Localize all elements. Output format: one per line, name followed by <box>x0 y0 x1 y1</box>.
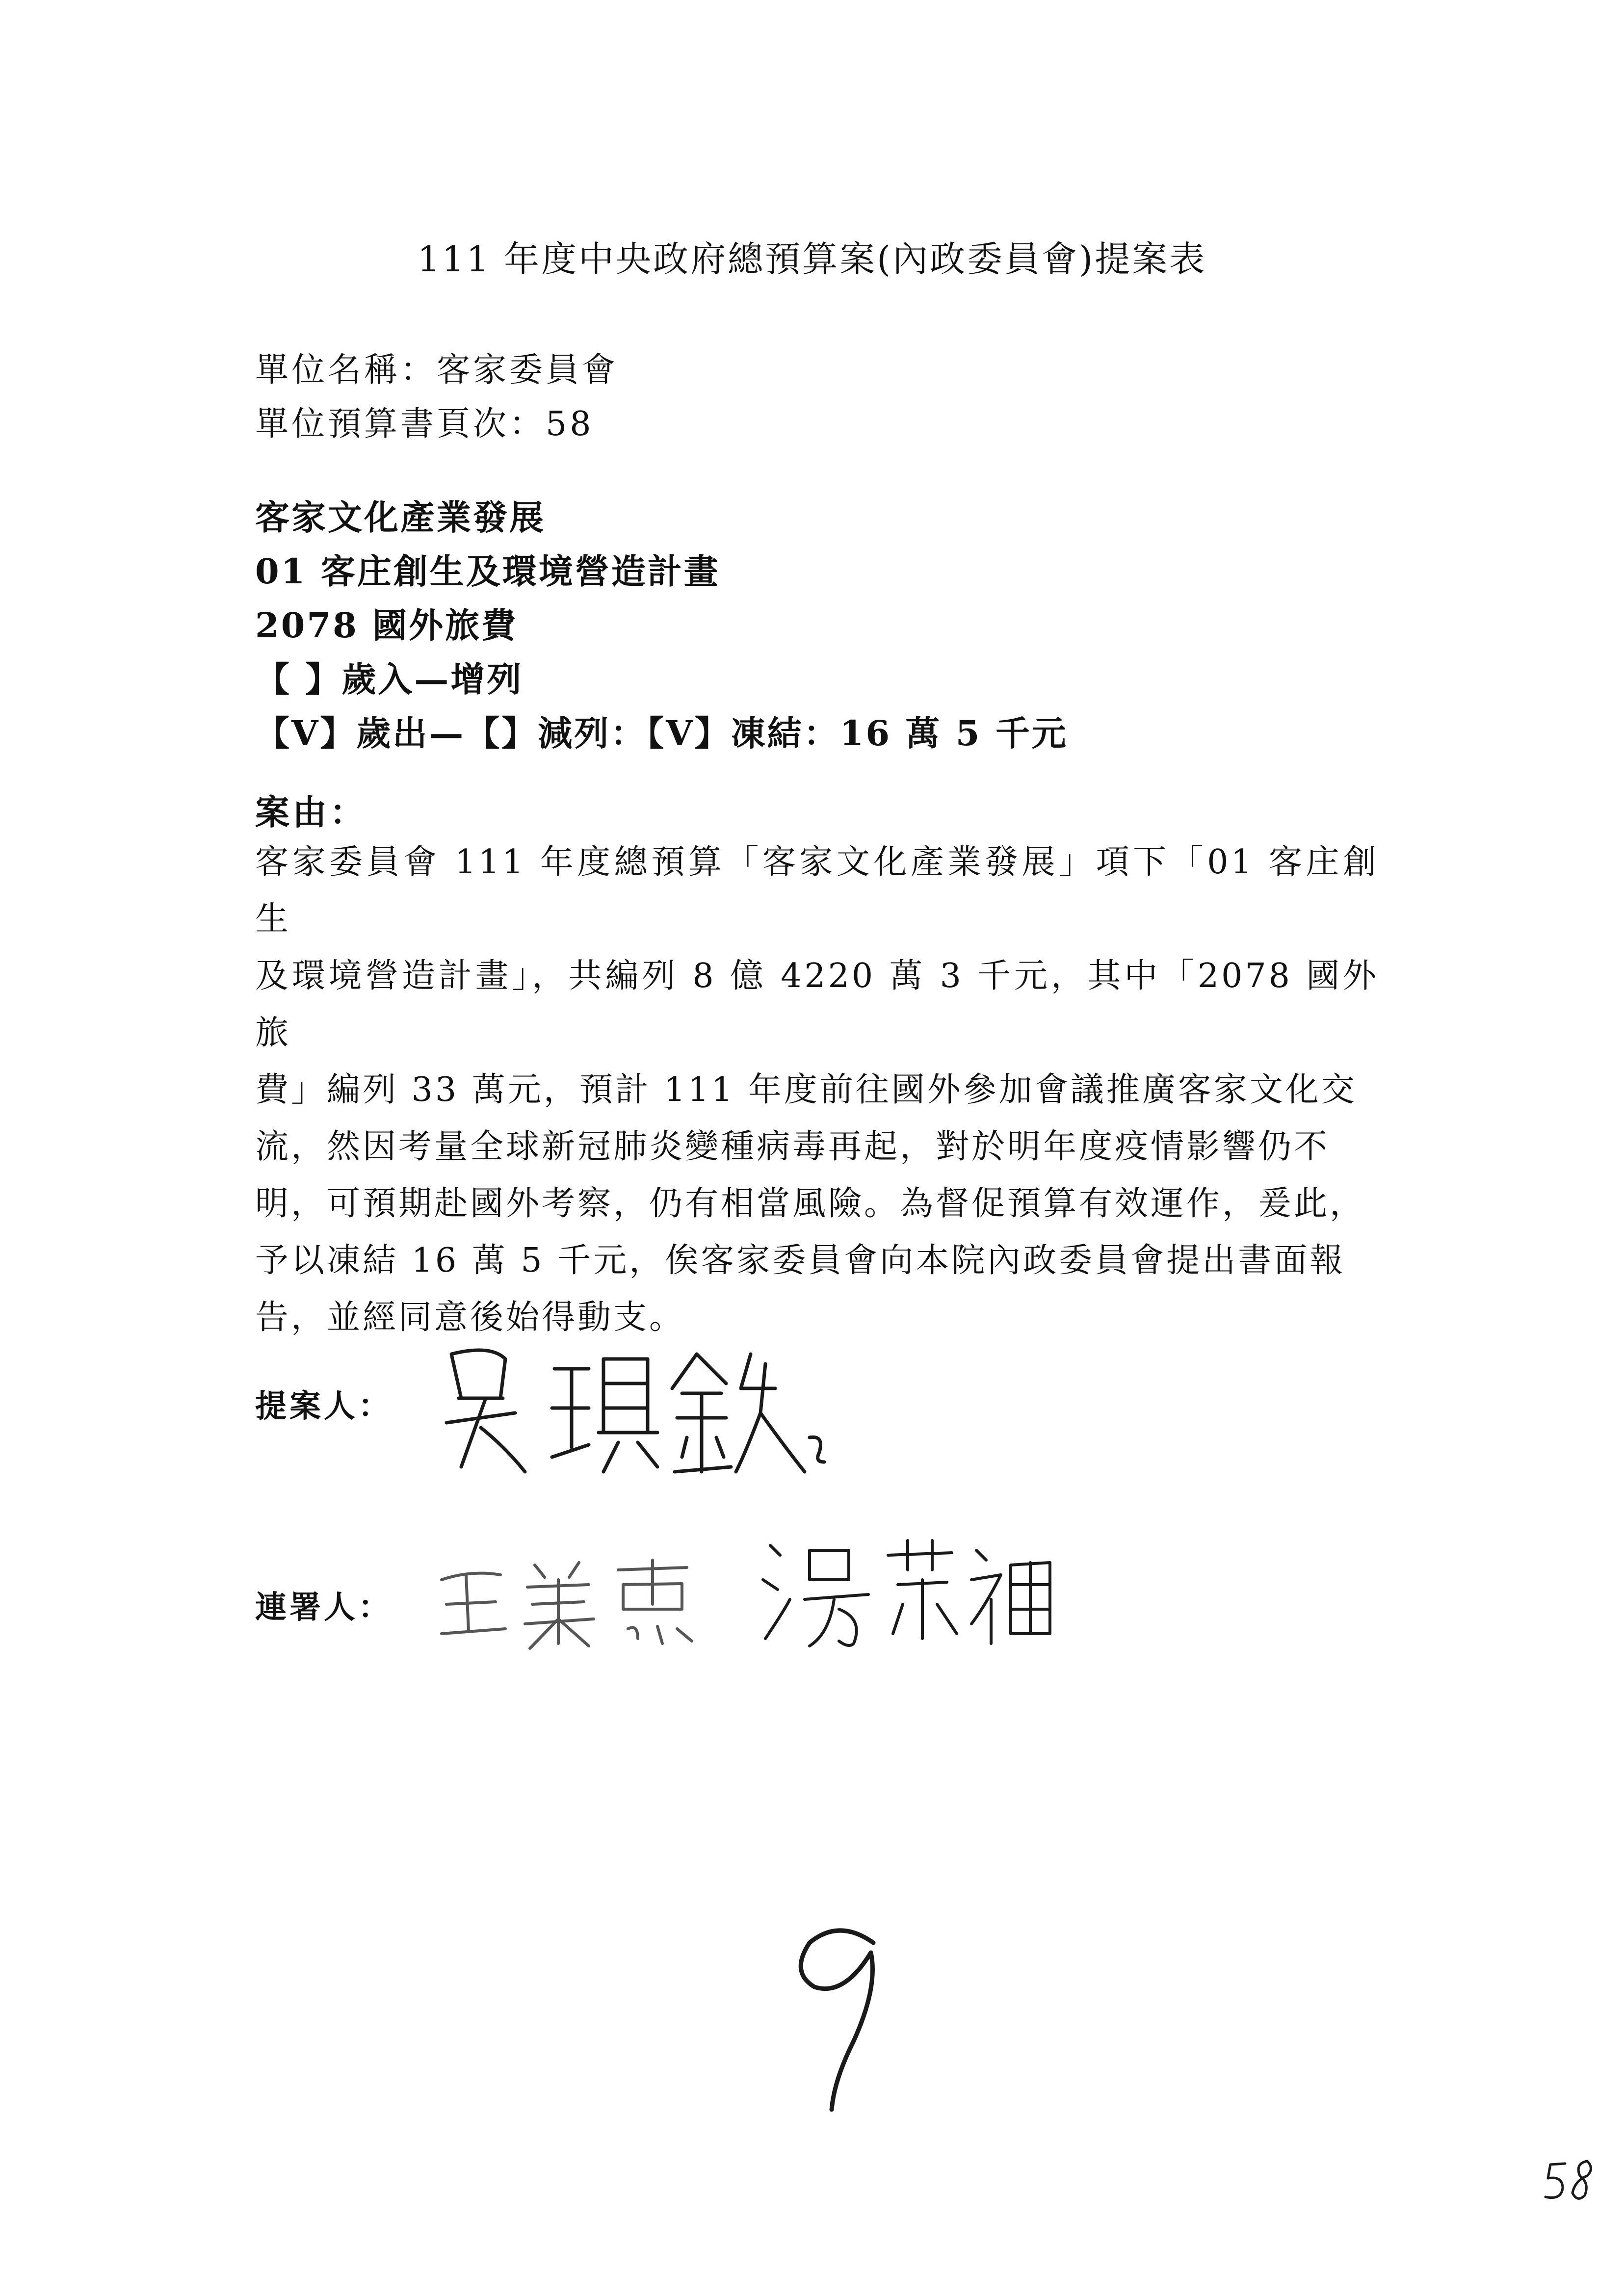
reason-line: 告，並經同意後始得動支。 <box>255 1298 685 1337</box>
budget-item-info <box>255 491 1068 760</box>
cosigner-signature-2 <box>756 1526 1070 1653</box>
unit-name: 單位名稱：客家委員會 <box>255 351 619 390</box>
plan-name: 01 客庄創生及環境營造計畫 <box>255 551 720 592</box>
reason-line: 流，然因考量全球新冠肺炎變種病毒再起，對於明年度疫情影響仍不 <box>255 1127 1330 1166</box>
reason-body <box>255 834 1379 1346</box>
item-name: 2078 國外旅費 <box>255 605 518 646</box>
revenue-line: 【 】歲入—增列 <box>255 659 524 700</box>
reason-line: 費」編列 33 萬元，預計 111 年度前往國外參加會議推廣客家文化交 <box>255 1070 1357 1109</box>
document-title: 111 年度中央政府總預算案(內政委員會)提案表 <box>417 238 1207 280</box>
expense-line: 【V】歲出—【】減列：【V】凍結：16 萬 5 千元 <box>255 713 1068 754</box>
reason-line: 及環境營造計畫」，共編列 8 億 4220 萬 3 千元，其中「2078 國外旅 <box>255 957 1379 1052</box>
handwritten-page-number <box>1541 2154 1604 2208</box>
reason-line: 客家委員會 111 年度總預算「客家文化產業發展」項下「01 客庄創生 <box>255 843 1379 939</box>
proposer-label: 提案人： <box>255 1388 393 1425</box>
cosigner-label: 連署人： <box>255 1589 393 1626</box>
proposer-signature <box>432 1325 834 1487</box>
reason-line: 予以凍結 16 萬 5 千元，俟客家委員會向本院內政委員會提出書面報 <box>255 1241 1346 1280</box>
cosigner-signature-1 <box>432 1545 707 1653</box>
program-name: 客家文化產業發展 <box>255 497 546 538</box>
reason-line: 明，可預期赴國外考察，仍有相當風險。為督促預算有效運作，爰此， <box>255 1184 1366 1223</box>
unit-info <box>255 343 618 451</box>
unit-page: 單位預算書頁次：58 <box>255 405 594 444</box>
handwritten-number-9 <box>785 1913 903 2119</box>
reason-heading: 案由： <box>255 792 367 833</box>
